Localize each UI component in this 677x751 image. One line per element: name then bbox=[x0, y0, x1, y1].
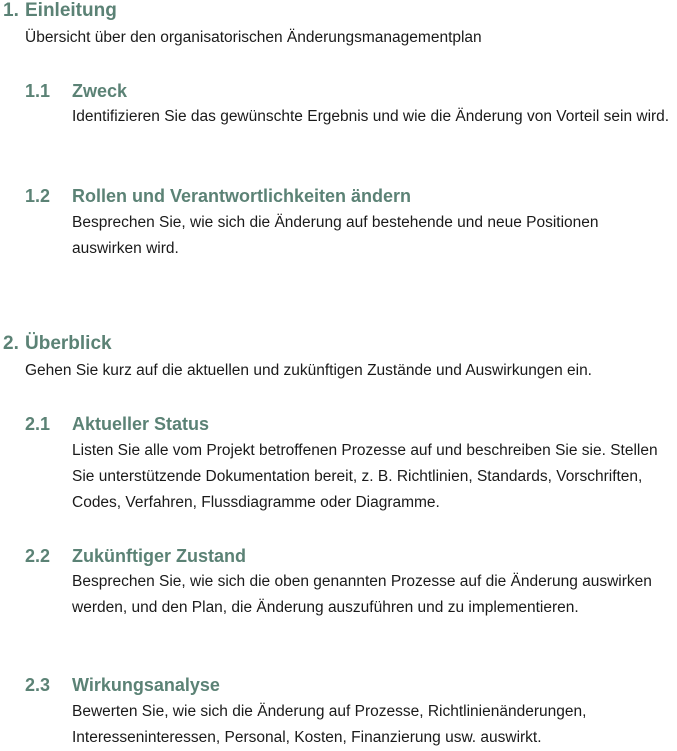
section-1-number: 1. bbox=[3, 0, 19, 21]
subsection-1-2-text: Besprechen Sie, wie sich die Änderung auf bestehende und neue Positionen auswirken wird. bbox=[72, 214, 599, 257]
subsection-2-2-text: Besprechen Sie, wie sich die oben genannten Prozesse auf die Änderung auswirken werden, und den Plan, die Änderung auszuführen und zu implementieren. bbox=[72, 573, 652, 616]
section-2-title: Überblick bbox=[25, 333, 112, 354]
section-1-heading bbox=[3, 0, 117, 22]
subsection-1-2-number: 1.2 bbox=[25, 186, 51, 206]
subsection-2-3-heading bbox=[25, 674, 220, 696]
section-2-intro: Gehen Sie kurz auf die aktuellen und zukünftigen Zustände und Auswirkungen ein. bbox=[25, 362, 592, 379]
section-1-title: Einleitung bbox=[25, 0, 117, 21]
subsection-2-1-heading bbox=[25, 413, 209, 435]
subsection-2-2-heading bbox=[25, 545, 246, 567]
section-2-heading bbox=[3, 333, 112, 355]
subsection-1-2-title: Rollen und Verantwortlichkeiten ändern bbox=[72, 186, 412, 206]
section-1-intro: Übersicht über den organisatorischen Änderungsmanagementplan bbox=[25, 29, 482, 46]
subsection-1-1-text: Identifizieren Sie das gewünschte Ergebnis und wie die Änderung von Vorteil sein wird. bbox=[72, 108, 670, 125]
subsection-2-1-text: Listen Sie alle vom Projekt betroffenen Prozesse auf und beschreiben Sie sie. Stellen Sie unterstützende Dokumentation bereit, z. B. Richtlinien, Standards, Vorschriften, Codes, Verfahren, Flussdiagramme oder Diagramme. bbox=[72, 442, 658, 511]
subsection-1-1-heading bbox=[25, 80, 127, 102]
subsection-1-2-heading bbox=[25, 185, 411, 207]
subsection-2-1-number: 2.1 bbox=[25, 414, 51, 434]
subsection-1-1-number: 1.1 bbox=[25, 81, 51, 101]
subsection-2-2-number: 2.2 bbox=[25, 546, 51, 566]
subsection-2-3-number: 2.3 bbox=[25, 675, 51, 695]
subsection-2-3-text: Bewerten Sie, wie sich die Änderung auf Prozesse, Richtlinienänderungen, Interesseninteressen, Personal, Kosten, Finanzierung usw. auswirkt. bbox=[72, 703, 587, 746]
subsection-2-1-title: Aktueller Status bbox=[72, 414, 210, 434]
subsection-2-3-title: Wirkungsanalyse bbox=[72, 675, 220, 695]
subsection-2-2-title: Zukünftiger Zustand bbox=[72, 546, 246, 566]
subsection-1-1-title: Zweck bbox=[72, 81, 128, 101]
section-2-number: 2. bbox=[3, 333, 19, 354]
